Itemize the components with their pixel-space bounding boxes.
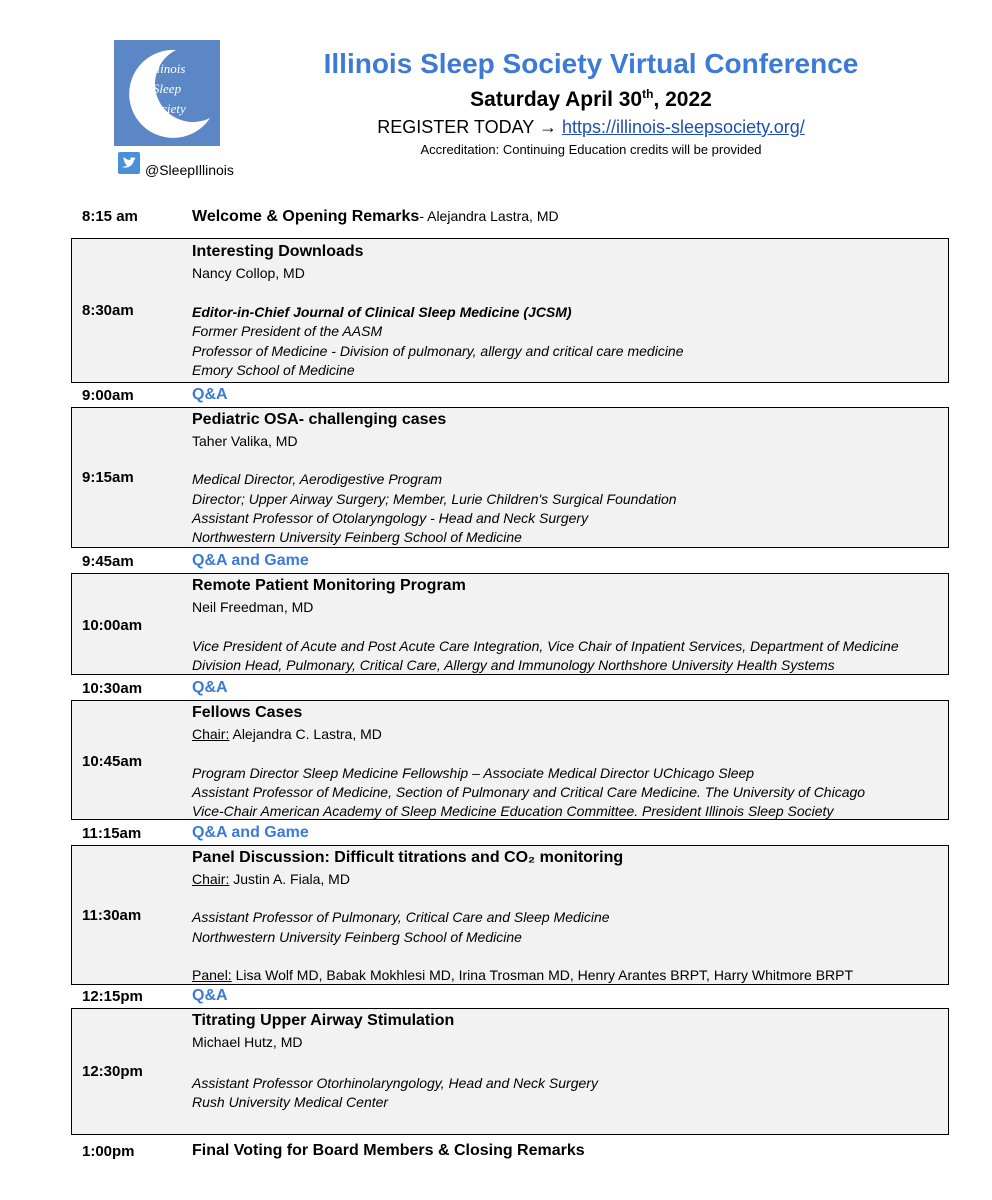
twitter-handle[interactable]: @SleepIllinois [145,162,234,178]
qa-label: Q&A [192,386,228,403]
speaker-bio-line: Northwestern University Feinberg School of Medicine [192,529,522,545]
session-speaker: Michael Hutz, MD [192,1034,303,1050]
panel-names: Lisa Wolf MD, Babak Mokhlesi MD, Irina Trosman MD, Henry Arantes BRPT, Harry Whitmore BRPT [231,967,854,983]
register-label: REGISTER TODAY [377,117,534,137]
speaker-bio-line: Division Head, Pulmonary, Critical Care, Allergy and Immunology Northshore University Health Systems [192,657,835,673]
qa-label: Q&A [192,679,228,696]
qa-time: 10:30am [82,680,143,697]
session-time: 11:30am [82,907,142,924]
session-time: 8:30am [82,302,134,319]
twitter-icon[interactable] [118,152,140,174]
session-speaker: - Alejandra Lastra, MD [419,208,559,224]
session-welcome [192,208,559,226]
speaker-bio-line: Medical Director, Aerodigestive Program [192,471,443,487]
speaker-bio-line: Vice President of Acute and Post Acute Care Integration, Vice Chair of Inpatient Services, Department of Medicine [192,638,899,654]
logo-word-3: Society [148,101,186,116]
date-year: , 2022 [653,88,712,111]
qa-time: 9:00am [82,387,134,404]
session-chair [192,726,382,742]
qa-time: 9:45am [82,553,134,570]
chair-name: Alejandra C. Lastra, MD [229,726,382,742]
chair-label: Chair: [192,871,230,887]
speaker-bio-line: Program Director Sleep Medicine Fellowship – Associate Medical Director UChicago Sleep [192,765,755,781]
speaker-bio-line: Editor-in-Chief Journal of Clinical Sleep Medicine (JCSM) [192,304,572,320]
chair-label: Chair: [192,726,230,742]
date-main: Saturday April 30 [470,88,643,111]
panel-label: Panel: [192,967,232,983]
society-logo [114,40,220,146]
speaker-bio-line: Rush University Medical Center [192,1094,389,1110]
session-time: 8:15 am [82,208,138,225]
speaker-bio-line: Assistant Professor of Pulmonary, Critical Care and Sleep Medicine [192,909,610,925]
conference-title: Illinois Sleep Society Virtual Conference [323,48,859,79]
speaker-bio-line: Northwestern University Feinberg School of Medicine [192,929,522,945]
qa-label: Q&A and Game [192,552,309,569]
session-speaker: Taher Valika, MD [192,433,298,449]
qa-time: 12:15pm [82,988,143,1005]
speaker-bio-line: Former President of the AASM [192,323,383,339]
qa-time: 11:15am [82,825,142,842]
register-line [300,117,882,138]
session-title: Panel Discussion: Difficult titrations and CO₂ monitoring [192,849,624,866]
arrow-right-icon: → [538,117,557,137]
logo-word-2: Sleep [152,81,182,96]
session-time: 12:30pm [82,1063,143,1080]
session-title: Interesting Downloads [192,243,364,260]
accreditation-note: Accreditation: Continuing Education credits will be provided [420,142,762,157]
session-time: 9:15am [82,469,134,486]
session-title: Welcome & Opening Remarks [192,208,420,225]
speaker-bio-line: Director; Upper Airway Surgery; Member, Lurie Children's Surgical Foundation [192,491,677,507]
session-title: Fellows Cases [192,704,303,721]
session-time: 1:00pm [82,1143,135,1160]
conference-date [300,87,882,112]
session-title: Remote Patient Monitoring Program [192,577,466,594]
chair-name: Justin A. Fiala, MD [229,871,350,887]
speaker-bio-line: Assistant Professor Otorhinolaryngology, Head and Neck Surgery [192,1075,598,1091]
register-link[interactable]: https://illinois-sleepsociety.org/ [561,117,805,137]
session-speaker: Neil Freedman, MD [192,599,314,615]
speaker-bio-line: Assistant Professor of Medicine, Section of Pulmonary and Critical Care Medicine. The University of Chicago [192,784,866,800]
logo-word-1: Illinois [148,61,186,76]
speaker-bio-line: Vice-Chair American Academy of Sleep Medicine Education Committee. President Illinois Sleep Society [192,803,834,819]
session-time: 10:00am [82,617,143,634]
session-chair [192,871,350,887]
speaker-bio-line: Emory School of Medicine [192,362,355,378]
session-title: Titrating Upper Airway Stimulation [192,1012,455,1029]
date-suffix: th [642,87,654,101]
session-speaker: Nancy Collop, MD [192,265,305,281]
session-time: 10:45am [82,753,143,770]
session-title: Pediatric OSA- challenging cases [192,411,447,428]
speaker-bio-line: Professor of Medicine - Division of pulmonary, allergy and critical care medicine [192,343,684,359]
speaker-bio-line: Assistant Professor of Otolaryngology - Head and Neck Surgery [192,510,589,526]
session-title: Final Voting for Board Members & Closing Remarks [192,1142,585,1159]
qa-label: Q&A and Game [192,824,309,841]
panel-members [192,967,853,983]
qa-label: Q&A [192,987,228,1004]
